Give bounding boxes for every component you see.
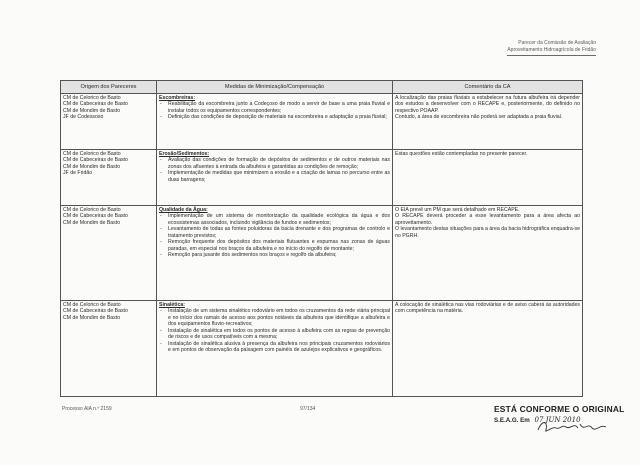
- measures-cell: [157, 301, 393, 397]
- header-project: Aproveitamento Hidroagrícola de Fridão: [507, 47, 596, 56]
- measure-item: - Definição das condições de deposição de materiais na escombreira e adaptação a praia fluvial;: [159, 114, 390, 120]
- origin-entity: CM de Celorico de Basto: [63, 151, 121, 157]
- measures-cell: [157, 206, 393, 301]
- measure-item: - Reabilitação da escombreira junto a Codeçoso de modo a servir de base a uma praia fluvial e instalar todos os equipamentos correspondentes;: [159, 101, 390, 114]
- stamp-date: 07 JUN 2010: [534, 416, 581, 424]
- origin-cell: [61, 150, 157, 206]
- header-measures: Medidas de Minimização/Compensação: [157, 81, 393, 94]
- measures-cell: [157, 94, 393, 150]
- measure-item: - Instalação de sinalética em todos os pontos de acesso à albufeira com as regras de prevenção de riscos e de usos compatíveis com a mesma;: [159, 328, 390, 341]
- measure-item: - Remoção para jusante dos sedimentos nos braços e regolfo da albufeira;: [159, 252, 390, 258]
- stamp-conformity: ESTÁ CONFORME O ORIGINAL: [494, 404, 625, 414]
- measure-title: Qualidade da Água:: [159, 207, 208, 213]
- header-commission: Parecer da Comissão de Avaliação: [518, 40, 596, 46]
- comment-text: A localização das praias fluviais a estabelecer na futura albufeira irá depender dos estudos a desenvolver com o RECAPE e, posteriormente, do definido no respectivo POAAP.: [395, 95, 580, 114]
- table-header-row: [61, 81, 583, 94]
- origin-entity: CM de Cabeceiras de Basto: [63, 101, 128, 108]
- origin-entity: CM de Mondim de Basto: [63, 107, 121, 114]
- origin-cell: [61, 94, 157, 150]
- origin-entity: CM de Cabeceiras de Basto: [63, 157, 128, 164]
- origin-entity: CM de Mondim de Basto: [63, 314, 121, 321]
- measure-item: - Avaliação das condições de formação de depósitos de sedimentos e de outros materiais nas zonas dos afluentes à entrada da albufeira e garantidas as condições de remoção;: [159, 157, 390, 170]
- measure-item: - Instalação de sinalética alusiva à presença da albufeira nos principais cruzamentos rodoviários e em pontos de observação da paisagem com painéis de azulejos explicativos e geográficos.: [159, 341, 390, 354]
- origin-entity: CM de Celorico de Basto: [63, 302, 121, 308]
- comment-cell: [393, 301, 583, 397]
- table-row: [61, 206, 583, 301]
- comment-text: A colocação de sinalética nas vias rodoviárias e de aviso caberá às autoridades com competência na matéria.: [395, 302, 580, 315]
- measure-item: - Implementação de um sistema de monitorização da qualidade ecológica da água e dos ecossistemas associados, incluindo vigilância de fundos e sedimentos;: [159, 213, 390, 226]
- comment-text: O levantamento destas situações para a área da bacia hidrográfica enquadra-se no PGRH.: [395, 226, 580, 239]
- measure-title: Escombreiras:: [159, 95, 196, 101]
- comment-cell: [393, 206, 583, 301]
- certification-stamp: [494, 404, 634, 424]
- table-row: [61, 94, 583, 150]
- header-comment: Comentário da CA: [393, 81, 583, 94]
- comment-text: Contudo, a área de escombreira não poderá ser adaptada a praia fluvial.: [395, 114, 563, 121]
- comment-text: Estas questões estão contempladas no presente parecer.: [395, 151, 528, 157]
- origin-entity: CM de Mondim de Basto: [63, 219, 121, 226]
- origin-entity: JF de Fridão: [63, 170, 93, 177]
- measure-title: Sinalética:: [159, 302, 185, 308]
- stamp-office: S.E.A.G.: [494, 417, 519, 424]
- comment-cell: [393, 94, 583, 150]
- measures-cell: [157, 150, 393, 206]
- stamp-em: Em: [520, 417, 530, 424]
- origin-cell: [61, 206, 157, 301]
- origin-entity: CM de Cabeceiras de Basto: [63, 308, 128, 315]
- measure-title: Erosão/Sedimentos:: [159, 151, 210, 157]
- origin-cell: [61, 301, 157, 397]
- origin-entity: CM de Mondim de Basto: [63, 163, 121, 170]
- measure-item: - Remoção frequente dos depósitos dos materiais flutuantes e espumas nas zonas de águas paradas, em especial nos braços da albufeira e no início do regolfo de montante;: [159, 239, 390, 252]
- measure-item: - Implementação de medidas que minimizem a erosão e a criação de lamas no percurso entre as duas barragens;: [159, 170, 390, 183]
- table-row: [61, 150, 583, 206]
- header-origin: Origem dos Pareceres: [61, 81, 157, 94]
- origin-entity: CM de Celorico de Basto: [63, 207, 121, 213]
- measure-item: - Levantamento de todas as fontes poluidoras da bacia drenante e dos programas de controlo e tratamento previstos;: [159, 226, 390, 239]
- measures-table: [60, 80, 583, 397]
- comment-cell: [393, 150, 583, 206]
- page-header: [507, 40, 596, 56]
- page-number: 97/134: [300, 406, 316, 412]
- comment-text: O EIA prevê um PM que será detalhado em RECAPE.: [395, 207, 520, 213]
- table-row: [61, 301, 583, 397]
- origin-entity: CM de Cabeceiras de Basto: [63, 213, 128, 220]
- origin-entity: CM de Celorico de Basto: [63, 95, 121, 101]
- measure-item: - Instalação de um sistema sinalético rodoviário em todos os cruzamentos da rede viária principal e no início dos ramais de acesso aos pontos notáveis da albufeira que identifique a albufeira e dos equipamentos fluvio-recreativos;: [159, 308, 390, 327]
- handwritten-signature-icon: [534, 418, 614, 436]
- process-number: Processo AIA n.º 2159: [62, 406, 112, 412]
- comment-text: O RECAPE deverá proceder a esse levantamento para a área afecta ao aproveitamento.: [395, 213, 580, 226]
- origin-entity: JF de Codessoso: [63, 114, 104, 121]
